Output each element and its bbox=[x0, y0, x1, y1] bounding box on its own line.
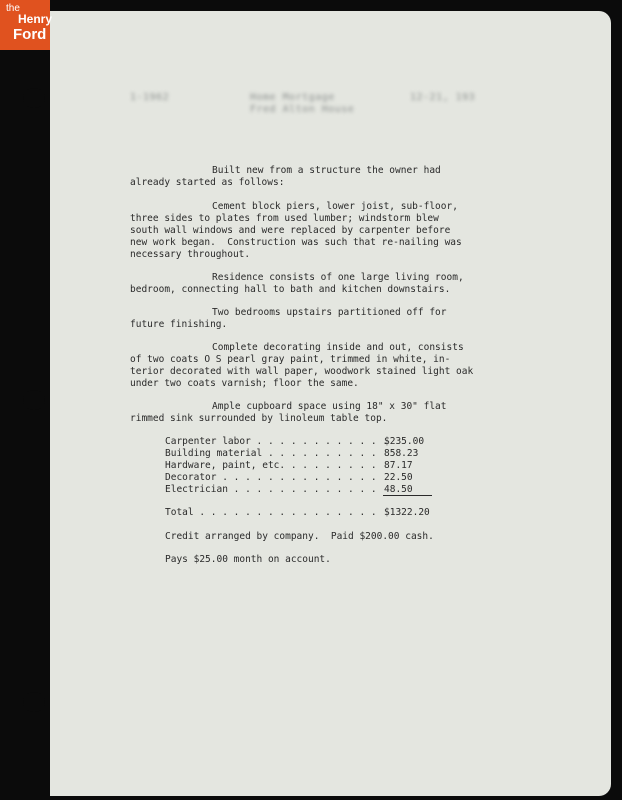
blurred-header-center-bottom: Fred Alton House bbox=[250, 104, 355, 115]
cost-label: Building material . . . . . . . . . . bbox=[165, 448, 377, 459]
cost-amount: 48.50 bbox=[384, 484, 413, 495]
text-line: Complete decorating inside and out, consists bbox=[212, 342, 464, 353]
blurred-header-left: 1-1962 bbox=[130, 92, 170, 103]
cost-label: Carpenter labor . . . . . . . . . . . . bbox=[165, 436, 389, 447]
text-line: bedroom, connecting hall to bath and kitchen downstairs. bbox=[130, 284, 451, 295]
logo-henry: Henry bbox=[18, 12, 53, 26]
blurred-header-right: 12-21, 193 bbox=[410, 92, 476, 103]
text-line: rimmed sink surrounded by linoleum table top. bbox=[130, 413, 388, 424]
cost-amount: $235.00 bbox=[384, 436, 425, 447]
text-line: three sides to plates from used lumber; windstorm blew bbox=[130, 213, 439, 224]
text-line: Cement block piers, lower joist, sub-floor, bbox=[212, 201, 458, 212]
cost-amount: 858.23 bbox=[384, 448, 419, 459]
text-line: Ample cupboard space using 18" x 30" flat bbox=[212, 401, 447, 412]
text-line: Built new from a structure the owner had bbox=[212, 165, 441, 176]
punch-hole bbox=[23, 88, 45, 108]
text-line: south wall windows and were replaced by carpenter before bbox=[130, 225, 451, 236]
total-amount: $1322.20 bbox=[384, 507, 430, 518]
text-line: future finishing. bbox=[130, 319, 228, 330]
text-line: already started as follows: bbox=[130, 177, 285, 188]
credit-line: Credit arranged by company. Paid $200.00 cash. bbox=[165, 531, 434, 542]
text-line: Residence consists of one large living room, bbox=[212, 272, 464, 283]
text-line: necessary throughout. bbox=[130, 249, 251, 260]
cost-amount: 22.50 bbox=[384, 472, 413, 483]
text-line: Two bedrooms upstairs partitioned off for bbox=[212, 307, 447, 318]
cost-label: Decorator . . . . . . . . . . . . . . bbox=[165, 472, 377, 483]
punch-hole bbox=[23, 692, 45, 712]
cost-label: Electrician . . . . . . . . . . . . . bbox=[165, 484, 377, 495]
text-line: under two coats varnish; floor the same. bbox=[130, 378, 359, 389]
cost-label: Hardware, paint, etc. . . . . . . . . bbox=[165, 460, 377, 471]
logo-the: the bbox=[6, 3, 20, 14]
blurred-header-center-top: Home Mortgage bbox=[250, 92, 335, 103]
text-line: terior decorated with wall paper, woodwork stained light oak bbox=[130, 366, 474, 377]
total-label: Total . . . . . . . . . . . . . . . . bbox=[165, 507, 377, 518]
punch-hole bbox=[23, 390, 45, 410]
text-line: of two coats O S pearl gray paint, trimmed in white, in- bbox=[130, 354, 451, 365]
henry-ford-logo bbox=[0, 0, 53, 50]
payment-line: Pays $25.00 month on account. bbox=[165, 554, 331, 565]
logo-ford: Ford bbox=[13, 26, 47, 43]
cost-amount: 87.17 bbox=[384, 460, 413, 471]
sum-underline bbox=[383, 495, 432, 496]
text-line: new work began. Construction was such that re-nailing was bbox=[130, 237, 462, 248]
